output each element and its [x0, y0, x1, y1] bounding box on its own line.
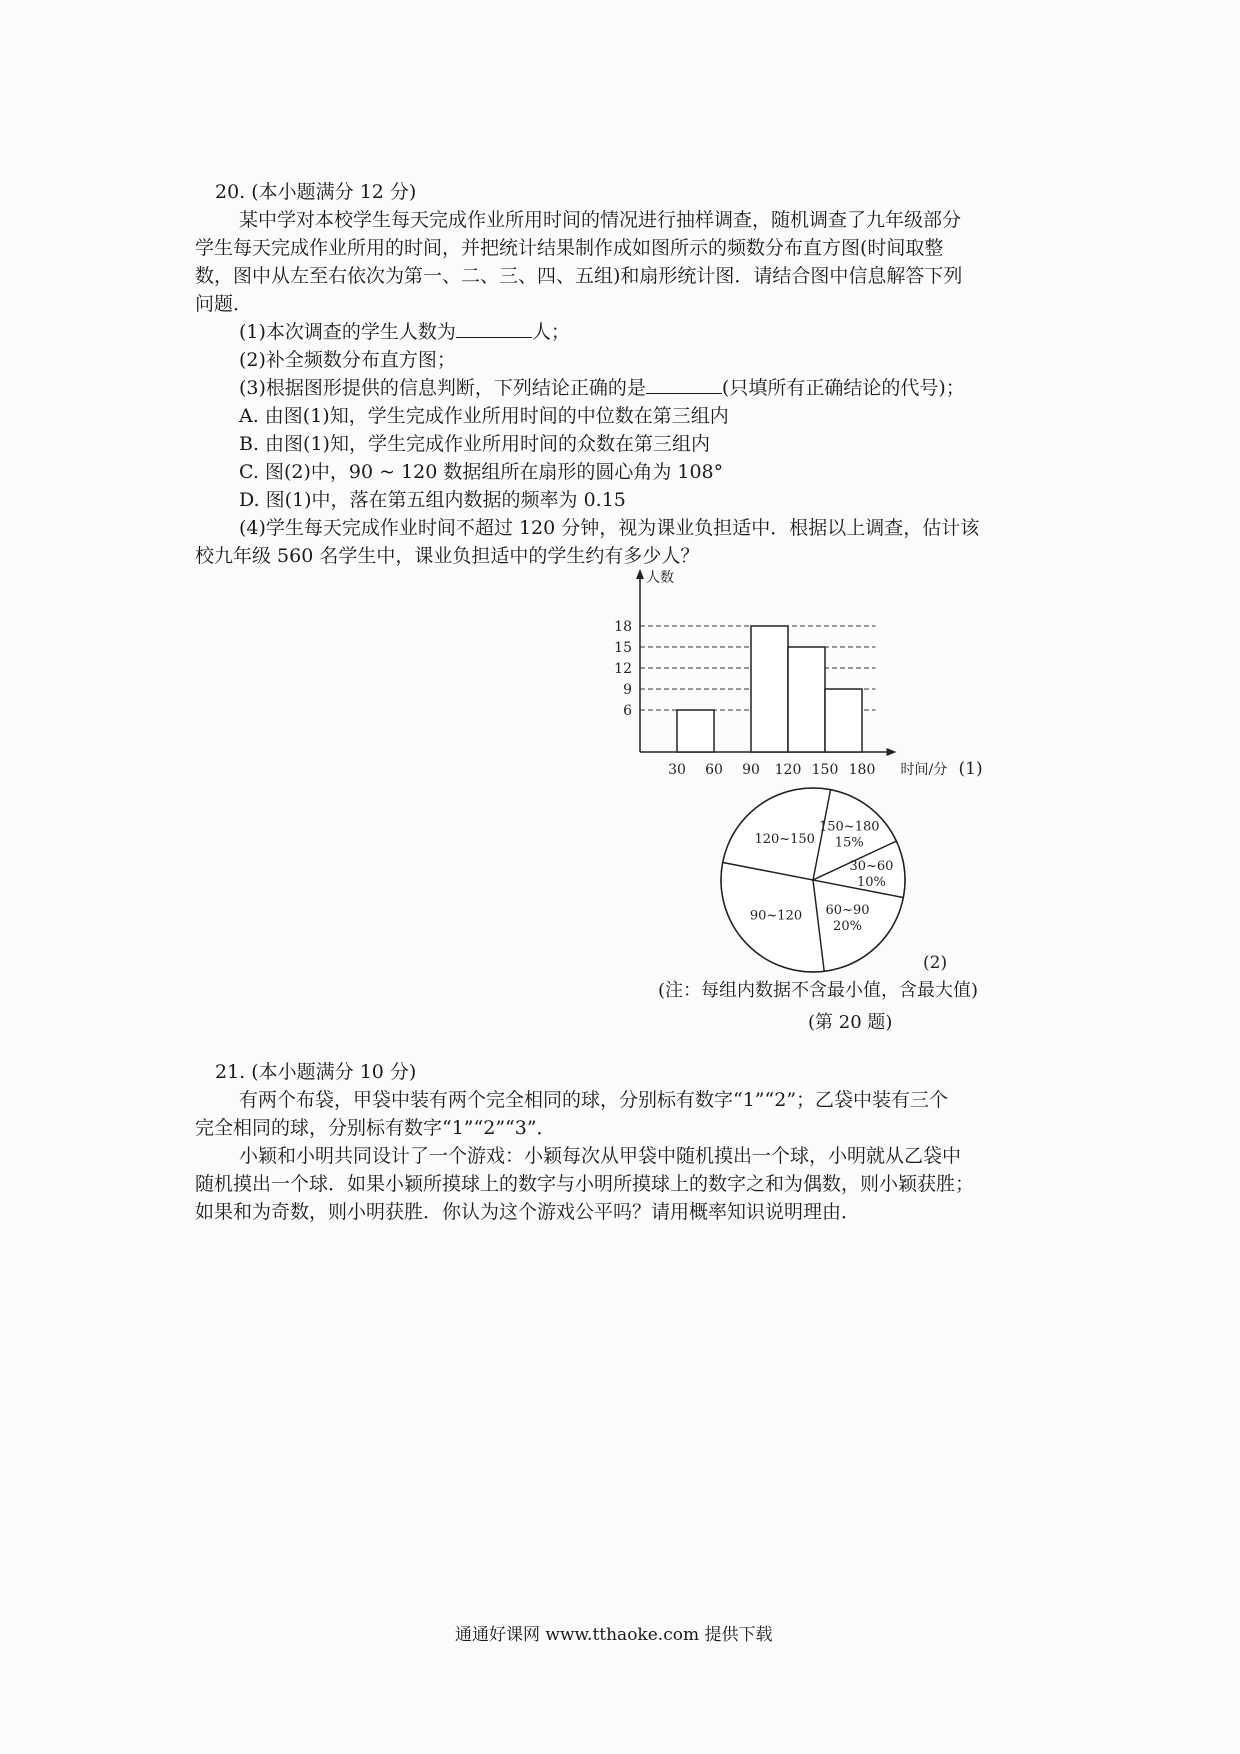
q20-sub1 [195, 318, 1035, 346]
y-axis-arrow [636, 569, 644, 579]
pie-chart [720, 782, 950, 978]
q21-line: 小颖和小明共同设计了一个游戏：小颖每次从甲袋中随机摸出一个球，小明就从乙袋中 [239, 1145, 962, 1167]
q21-line: 完全相同的球，分别标有数字“1”“2”“3”． [195, 1117, 556, 1139]
q20-heading: 20. (本小题满分 12 分) [215, 181, 417, 203]
x-tick-label: 90 [742, 762, 760, 778]
q20-intro-line: 某中学对本校学生每天完成作业所用时间的情况进行抽样调查，随机调查了九年级部分 [239, 209, 962, 231]
y-tick-label: 6 [623, 703, 632, 719]
x-tick-label: 60 [705, 762, 723, 778]
pie-slice-percent: 10% [856, 874, 886, 890]
answer-blank-3[interactable] [646, 375, 722, 394]
histogram-chart [600, 562, 1020, 792]
q21-heading: 21. (本小题满分 10 分) [215, 1061, 417, 1083]
histogram-bar [788, 647, 825, 752]
y-tick-label: 15 [614, 640, 632, 656]
q21-line: 随机摸出一个球．如果小颖所摸球上的数字与小明所摸球上的数字之和为偶数，则小颖获胜； [195, 1173, 975, 1195]
q20-sub4-line: (4)学生每天完成作业时间不超过 120 分钟，视为课业负担适中．根据以上调查，估计该 [239, 517, 980, 539]
pie-caption: (2) [923, 953, 948, 973]
y-axis-label: 人数 [646, 570, 674, 586]
pie-slice-label: 90~120 [749, 908, 803, 924]
q20-intro-line: 数，图中从左至右依次为第一、二、三、四、五组)和扇形统计图．请结合图中信息解答下列 [195, 265, 963, 287]
q20-sub3 [195, 374, 1035, 402]
x-tick-label: 30 [668, 762, 686, 778]
answer-blank-1[interactable] [456, 319, 532, 338]
y-tick-label: 18 [614, 619, 632, 635]
option-a: A. 由图(1)知，学生完成作业所用时间的中位数在第三组内 [239, 405, 729, 427]
histogram-bar [677, 710, 714, 752]
x-axis-arrow [887, 748, 897, 756]
pie-slice-label: 60~90 [825, 903, 870, 919]
q20-sub2: (2)补全频数分布直方图； [239, 349, 456, 371]
option-d: D. 图(1)中，落在第五组内数据的频率为 0.15 [239, 489, 626, 511]
q20-sub1-text: (1)本次调查的学生人数为 [239, 321, 456, 343]
q21-line: 有两个布袋，甲袋中装有两个完全相同的球，分别标有数字“1”“2”；乙袋中装有三个 [239, 1089, 949, 1111]
q20-sub1-unit: 人； [531, 321, 570, 343]
pie-slice-percent: 15% [834, 835, 864, 851]
y-tick-label: 12 [614, 661, 632, 677]
question-20 [195, 178, 1035, 570]
option-b: B. 由图(1)知，学生完成作业所用时间的众数在第三组内 [239, 433, 710, 455]
q20-intro-line: 学生每天完成作业所用的时间，并把统计结果制作成如图所示的频数分布直方图(时间取整 [195, 237, 944, 259]
figure-note: (注：每组内数据不含最小值，含最大值) [658, 980, 979, 1001]
q20-intro-line: 问题． [195, 293, 253, 315]
x-tick-label: 150 [811, 762, 839, 778]
q20-sub3-text: (3)根据图形提供的信息判断，下列结论正确的是 [239, 377, 646, 399]
question-21 [195, 1058, 1035, 1226]
option-c: C. 图(2)中，90 ~ 120 数据组所在扇形的圆心角为 108° [239, 461, 724, 483]
pie-slice-percent: 20% [833, 919, 862, 935]
x-tick-label: 120 [774, 762, 802, 778]
histogram-caption: (1) [958, 759, 983, 779]
histogram-bar [751, 626, 788, 752]
pie-slice-label: 150~180 [818, 819, 880, 835]
histogram-bar [825, 689, 862, 752]
x-tick-label: 180 [848, 762, 876, 778]
figure-caption: (第 20 题) [808, 1012, 893, 1033]
x-axis-label: 时间/分 [900, 762, 948, 778]
footer-watermark: 通通好课网 www.tthaoke.com 提供下载 [455, 1625, 773, 1645]
y-tick-label: 9 [623, 682, 632, 698]
q20-sub4-line: 校九年级 560 名学生中，课业负担适中的学生约有多少人？ [195, 545, 700, 567]
q20-sub3-hint: (只填所有正确结论的代号)； [721, 377, 965, 399]
pie-slice-label: 30~60 [849, 858, 894, 874]
pie-slice-label: 120~150 [754, 832, 815, 848]
q21-line: 如果和为奇数，则小明获胜．你认为这个游戏公平吗？请用概率知识说明理由． [195, 1201, 861, 1223]
